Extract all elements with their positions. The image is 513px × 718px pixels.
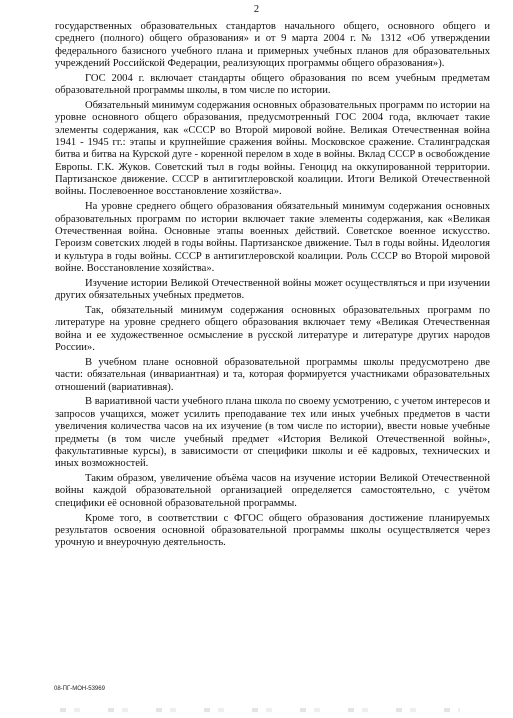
document-body xyxy=(55,21,490,552)
paragraph-6: Так, обязательный минимум содержания основных образовательных программ по литературе на уровне среднего общего образования включает тему «Великая Отечественная война и ее художественное осмысление в русской литературе и литературе других народов России». xyxy=(55,305,490,354)
scan-artifact xyxy=(60,708,460,712)
paragraph-4: На уровне среднего общего образования обязательный минимум содержания основных образовательных программ по истории включает такие элементы содержания, как «Великая Отечественная война. Основные этапы военных действий. Советское военное искусство. Героизм советских людей в годы войны. Партизанское движение. Тыл в годы войны. Идеология и культура в годы войны. СССР в антигитлеровской коалиции. Роль СССР во Второй мировой войне. Восстановление хозяйства». xyxy=(55,201,490,275)
page-number: 2 xyxy=(253,4,260,15)
document-code: 08-ПГ-МОН-53969 xyxy=(54,686,105,692)
paragraph-10: Кроме того, в соответствии с ФГОС общего образования достижение планируемых результатов освоения основной образовательной программы школы осуществляется через урочную и внеурочную деятельность. xyxy=(55,512,490,549)
paragraph-3: Обязательный минимум содержания основных образовательных программ по истории на уровне основного общего образования, предусмотренный ГОС 2004 года, включает такие элементы содержания, как «СССР во Второй мировой войне. Великая Отечественная война 1941 - 1945 гг.: этапы и крупнейшие сражения войны. Московское сражение. Сталинградская битва и битва на Курской дуге - коренной перелом в ходе в войны. Вклад СССР в освобождение Европы. Г.К. Жуков. Советский тыл в годы войны. Геноцид на оккупированной территории. Партизанское движение. СССР в антигитлеровской коалиции. Итоги Великой Отечественной войны. Послевоенное восстановление хозяйства». xyxy=(55,100,490,198)
paragraph-9: Таким образом, увеличение объёма часов на изучение истории Великой Отечественной войны каждой образовательной организацией определяется самостоятельно, с учётом специфики её основной образовательной программы. xyxy=(55,473,490,509)
paragraph-8: В вариативной части учебного плана школа по своему усмотрению, с учетом интересов и запросов учащихся, может усилить преподавание тех или иных учебных предметов в части увеличения количества часов на их изучение (в том числе по истории), ввести новые учебные предметы (в том числе учебный предмет «История Великой Отечественной войны», факультативные курсы), в зависимости от специфики школы и её кадровых, технических и иных возможностей. xyxy=(55,396,490,470)
paragraph-7: В учебном плане основной образовательной программы школы предусмотрено две части: обязательная (инвариантная) и та, которая формируется участниками образовательных отношений (вариативная). xyxy=(55,356,490,393)
paragraph-2: ГОС 2004 г. включает стандарты общего образования по всем учебным предметам образовательной программы школы, в том числе по истории. xyxy=(55,72,490,97)
paragraph-1: государственных образовательных стандартов начального общего, основного общего и среднего (полного) общего образования» и от 9 марта 2004 г. № 1312 «Об утверждении федерального базисного учебного плана и примерных учебных планов для образовательных учреждений Российской Федерации, реализующих программы общего образования»). xyxy=(55,21,490,70)
paragraph-5: Изучение истории Великой Отечественной войны может осуществляться и при изучении других обязательных учебных предметов. xyxy=(55,277,490,302)
